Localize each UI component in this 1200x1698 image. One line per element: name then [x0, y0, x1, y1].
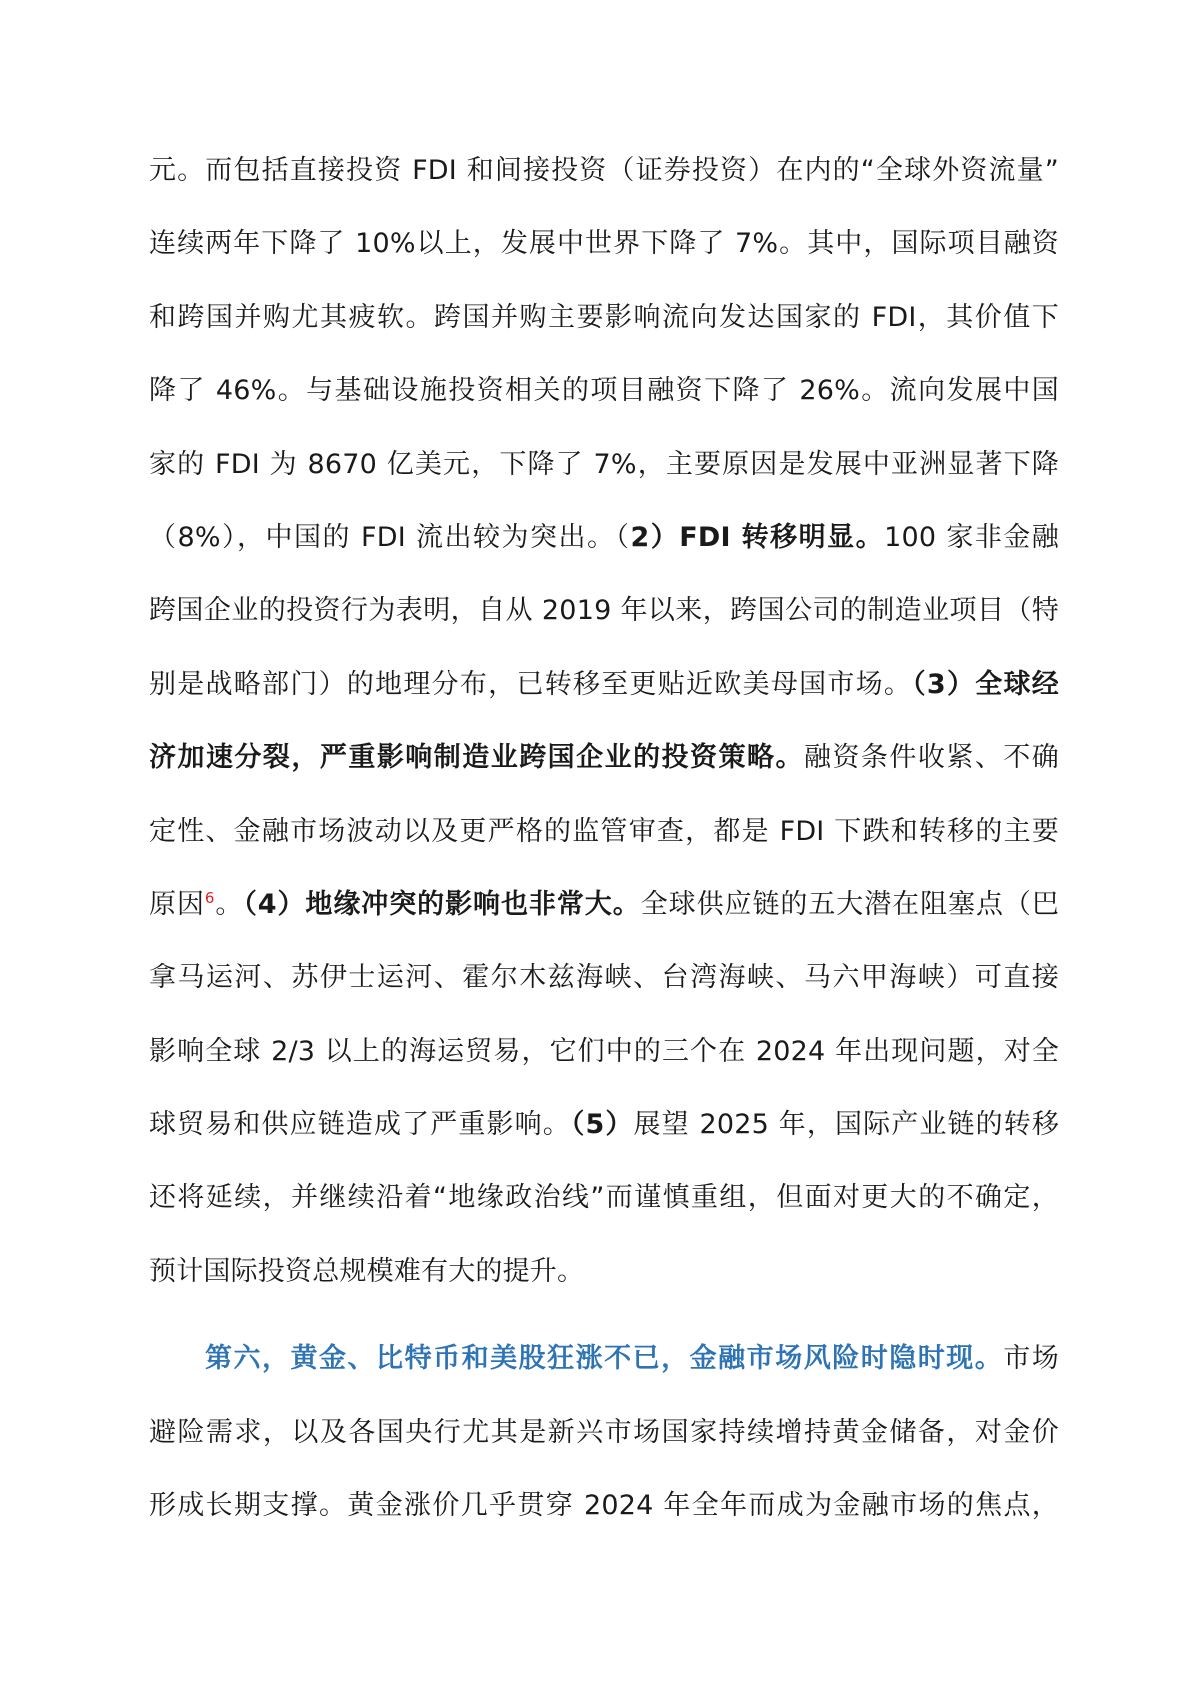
text: 融资条件收紧、不确 — [803, 742, 1059, 774]
text: 连续两年下降了 10%以上，发展中世界下降了 7%。其中，国际项目融资 — [149, 228, 1059, 260]
text: 100 家非金融 — [884, 521, 1059, 553]
text: 预计国际投资总规模难有大的提升。 — [149, 1255, 585, 1287]
text: 球贸易和供应链造成了严重影响。 — [149, 1109, 571, 1141]
text-line — [149, 1396, 1059, 1469]
text: 原因 — [149, 888, 205, 920]
text: 跨国企业的投资行为表明，自从 2019 年以来，跨国公司的制造业项目（特 — [149, 595, 1059, 627]
text-line — [149, 281, 1059, 354]
text: 影响全球 2/3 以上的海运贸易，它们中的三个在 2024 年出现问题，对全 — [149, 1035, 1059, 1067]
text-line — [149, 354, 1059, 427]
text: 定性、金融市场波动以及更严格的监管审查，都是 FDI 下跌和转移的主要 — [149, 815, 1059, 847]
paragraph-gold — [149, 1322, 1059, 1542]
text: 形成长期支撑。黄金涨价几乎贯穿 2024 年全年而成为金融市场的焦点， — [149, 1490, 1059, 1522]
text-line — [149, 1235, 1059, 1308]
paragraph-gap — [149, 1308, 1059, 1322]
bold-point-2: 2）FDI 转移明显。 — [630, 521, 885, 553]
text: 拿马运河、苏伊士运河、霍尔木兹海峡、台湾海峡、马六甲海峡）可直接 — [149, 962, 1059, 994]
text-line — [149, 501, 1059, 574]
text: （8%），中国的 FDI 流出较为突出。（ — [149, 521, 631, 553]
text: 和跨国并购尤其疲软。跨国并购主要影响流向发达国家的 FDI，其价值下 — [149, 301, 1059, 333]
bold-point-3-cont: 济加速分裂，严重影响制造业跨国企业的投资策略。 — [149, 742, 804, 774]
text: 市场 — [1003, 1343, 1059, 1375]
text-line — [149, 207, 1059, 280]
text: 家的 FDI 为 8670 亿美元，下降了 7%，主要原因是发展中亚洲显著下降 — [149, 448, 1059, 480]
text-line — [149, 648, 1059, 721]
bold-point-4: （4）地缘冲突的影响也非常大。 — [243, 888, 641, 920]
text-line — [149, 941, 1059, 1014]
footnote-ref[interactable]: 6 — [204, 888, 215, 907]
text-line — [149, 134, 1059, 207]
text-line — [149, 1469, 1059, 1542]
text: 降了 46%。与基础设施投资相关的项目融资下降了 26%。流向发展中国 — [149, 375, 1059, 407]
bold-point-5: （5） — [570, 1109, 634, 1141]
document-page — [149, 134, 1059, 1542]
text: 展望 2025 年，国际产业链的转移 — [633, 1109, 1060, 1141]
text: 还将延续，并继续沿着“地缘政治线”而谨慎重组，但面对更大的不确定， — [149, 1182, 1059, 1214]
text: 全球供应链的五大潜在阻塞点（巴 — [640, 888, 1060, 920]
text: 。 — [214, 888, 244, 920]
text-line — [149, 868, 1059, 941]
text: 别是战略部门）的地理分布，已转移至更贴近欧美母国市场。 — [149, 668, 913, 700]
bold-point-3: （3）全球经 — [912, 668, 1059, 700]
text-line — [149, 1322, 1059, 1395]
paragraph-fdi — [149, 134, 1059, 1308]
text-line — [149, 428, 1059, 501]
text-line — [149, 1161, 1059, 1234]
text-line — [149, 1015, 1059, 1088]
text-line — [149, 795, 1059, 868]
text: 避险需求，以及各国央行尤其是新兴市场国家持续增持黄金储备，对金价 — [149, 1416, 1059, 1448]
text: 元。而包括直接投资 FDI 和间接投资（证券投资）在内的“全球外资流量” — [149, 155, 1059, 186]
section-heading: 第六，黄金、比特币和美股狂涨不已，金融市场风险时隐时现。 — [205, 1343, 1004, 1375]
text-line — [149, 721, 1059, 794]
text-line — [149, 574, 1059, 647]
text-line — [149, 1088, 1059, 1161]
